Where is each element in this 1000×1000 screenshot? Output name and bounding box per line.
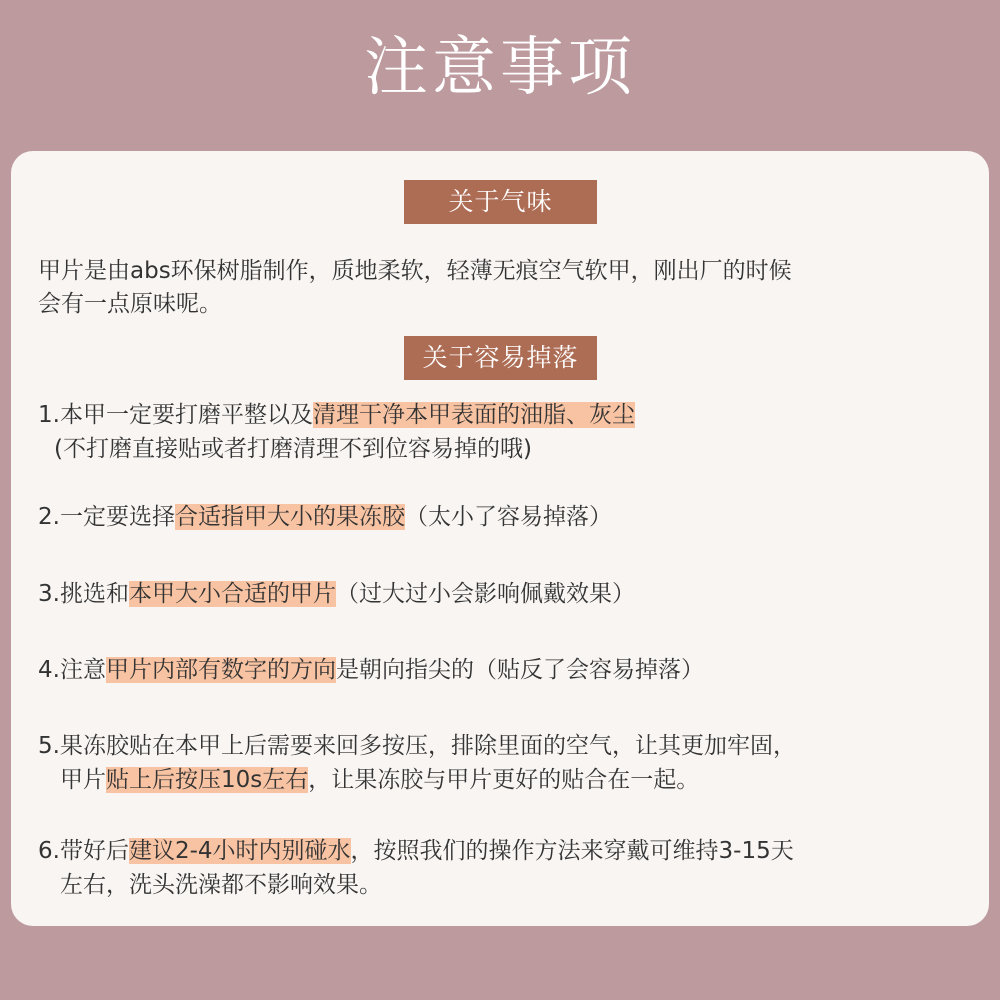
item-3-text: 3.挑选和 xyxy=(38,581,129,607)
item-3-highlight: 本甲大小合适的甲片 xyxy=(128,581,336,607)
smell-line-2: 会有一点原味呢。 xyxy=(38,291,222,317)
item-6-line-1 xyxy=(38,834,938,868)
list-item-5 xyxy=(38,729,938,797)
item-2-note: （太小了容易掉落） xyxy=(404,504,612,530)
section-heading-falling: 关于容易掉落 xyxy=(404,336,597,380)
item-2-line-1 xyxy=(38,500,938,534)
smell-description xyxy=(38,255,938,321)
list-item-6 xyxy=(38,834,938,902)
item-6-note: ，按照我们的操作方法来穿戴可维持3-15天 xyxy=(350,838,794,864)
list-item-1 xyxy=(38,398,938,466)
item-5-text: 甲片 xyxy=(60,767,106,793)
smell-line-1: 甲片是由abs环保树脂制作，质地柔软，轻薄无痕空气软甲，刚出厂的时候 xyxy=(38,258,792,284)
page-title: 注意事项 xyxy=(364,31,636,105)
item-6-line-2: 左右，洗头洗澡都不影响效果。 xyxy=(60,872,382,898)
item-2-highlight: 合适指甲大小的果冻胶 xyxy=(174,504,405,530)
notice-card xyxy=(11,151,989,926)
section-heading-smell: 关于气味 xyxy=(404,180,597,224)
item-5-line-2 xyxy=(38,763,938,797)
item-6-text: 6.带好后 xyxy=(38,838,129,864)
item-3-note: （过大过小会影响佩戴效果） xyxy=(335,581,635,607)
item-5-line-1: 5.果冻胶贴在本甲上后需要来回多按压，排除里面的空气，让其更加牢固， xyxy=(38,733,796,759)
item-4-line-1 xyxy=(38,653,938,687)
item-3-line-1 xyxy=(38,577,938,611)
list-item-3 xyxy=(38,577,938,611)
item-1-text: 1.本甲一定要打磨平整以及 xyxy=(38,402,313,428)
list-item-2 xyxy=(38,500,938,534)
item-2-text: 2.一定要选择 xyxy=(38,504,175,530)
item-5-note: ，让果冻胶与甲片更好的贴合在一起。 xyxy=(308,767,700,793)
item-4-highlight: 甲片内部有数字的方向 xyxy=(105,657,336,683)
item-6-highlight: 建议2-4小时内别碰水 xyxy=(128,838,351,864)
list-item-4 xyxy=(38,653,938,687)
item-1-line-2: (不打磨直接贴或者打磨清理不到位容易掉的哦) xyxy=(54,436,532,462)
item-1-highlight: 清理干净本甲表面的油脂、灰尘 xyxy=(312,402,635,428)
item-4-text: 4.注意 xyxy=(38,657,106,683)
item-4-note: 是朝向指尖的（贴反了会容易掉落） xyxy=(335,657,704,683)
item-5-highlight: 贴上后按压10s左右 xyxy=(106,767,309,793)
item-1-line-1 xyxy=(38,398,938,432)
